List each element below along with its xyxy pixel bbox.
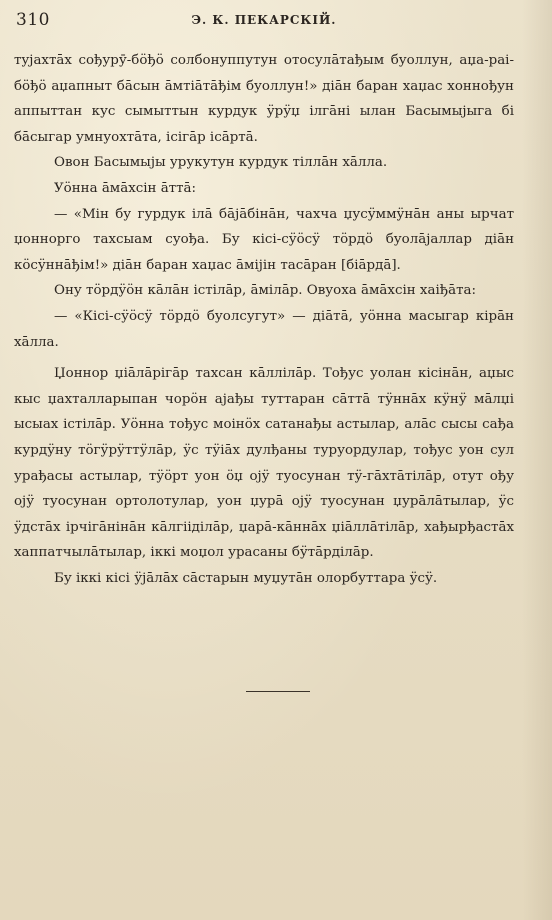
page-header bbox=[14, 8, 514, 34]
body-text bbox=[14, 48, 514, 591]
paragraph: Уӧнна āмāхсiн āттā: bbox=[54, 180, 197, 196]
paragraph: Ону тӧрдӱӧн кāлāн iстiлāр, āмiлāр. Овуоха āмāхсiн хаiђāта: bbox=[54, 283, 476, 299]
paragraph: — «Кiсi-сӱӧсӱ тӧрдӧ буолсугут» — дiāтā, уӧнна масыгар кiрāн хāлла. bbox=[14, 308, 514, 350]
page-number: 310 bbox=[16, 10, 50, 30]
paragraph: Бу iккi кiсi ӱјāлāх сāстарын муџутāн олорбуттара ӱсӱ. bbox=[54, 570, 438, 586]
paragraph: туjахтāх сођурӯ-бӧђӧ солбонуппутун отосулāтађым буоллун, аџа-раі-бӧђӧ аџапныт бāсын āмтiāтāђiм буоллун!» дiāн баран хаџас хоннођун аппыттан кус сымыттын курдук ӱрӱџ iлгāнi ылан Басымыjыга бi бāсыгар умнуохтāта, iсiгāр iсāртā. bbox=[14, 53, 514, 145]
section-separator-rule bbox=[246, 691, 310, 692]
paragraph: Овон Басымыjы урукутун курдук тiллāн хāлла. bbox=[54, 155, 388, 171]
page-edge-shadow bbox=[522, 0, 552, 920]
running-head: Э. К. ПЕКАРСКІЙ. bbox=[191, 13, 337, 27]
paragraph: Џоннор џiāлāрiгāр тахсан кāллiлāр. Тођус уолан кiсiнāн, аџыс кыс џахталларыпан чорӧн аjађы туттаран сāттā тӱннāх кӱнӱ мāлџi ысыах iстiлāр. Уӧнна тођус моiнӧх сатанађы астылар, алāс сысы сађа курдӱну тӧгӱрӱттӱлāр, ӱс тӱiāх дулђаны туруордулар, тођус уон сул урађасы астылар, тӱӧрт уон ӧџ ојӱ туосунан тӱ-гāхтāтiлāр, отут ођу ојӱ туосунан ортолотулар, уон џурā ојӱ туосунан џурāлāтылар, ӱс ӱдстāх iрчiгāнiнāн кāлгiiдiлāр, џарā-кāннāх џiāллāтiлāр, хађырђастāх хаппатчылāтылар, iккi моџол урасаны бӱтāрдiлāр. bbox=[14, 366, 514, 561]
paragraph: — «Мiн бу гурдук iлā бājāбiнāн, чахча џусӱммӱнāн аны ырчат џоннорго тахсыам суођа. Бу кiсi-сӱӧсӱ тӧрдӧ буолājаллар дiāн кӧсӱннāђiм!» дiāн баран хаџас āмiјiн тасāран [бiāрдā]. bbox=[14, 206, 514, 273]
